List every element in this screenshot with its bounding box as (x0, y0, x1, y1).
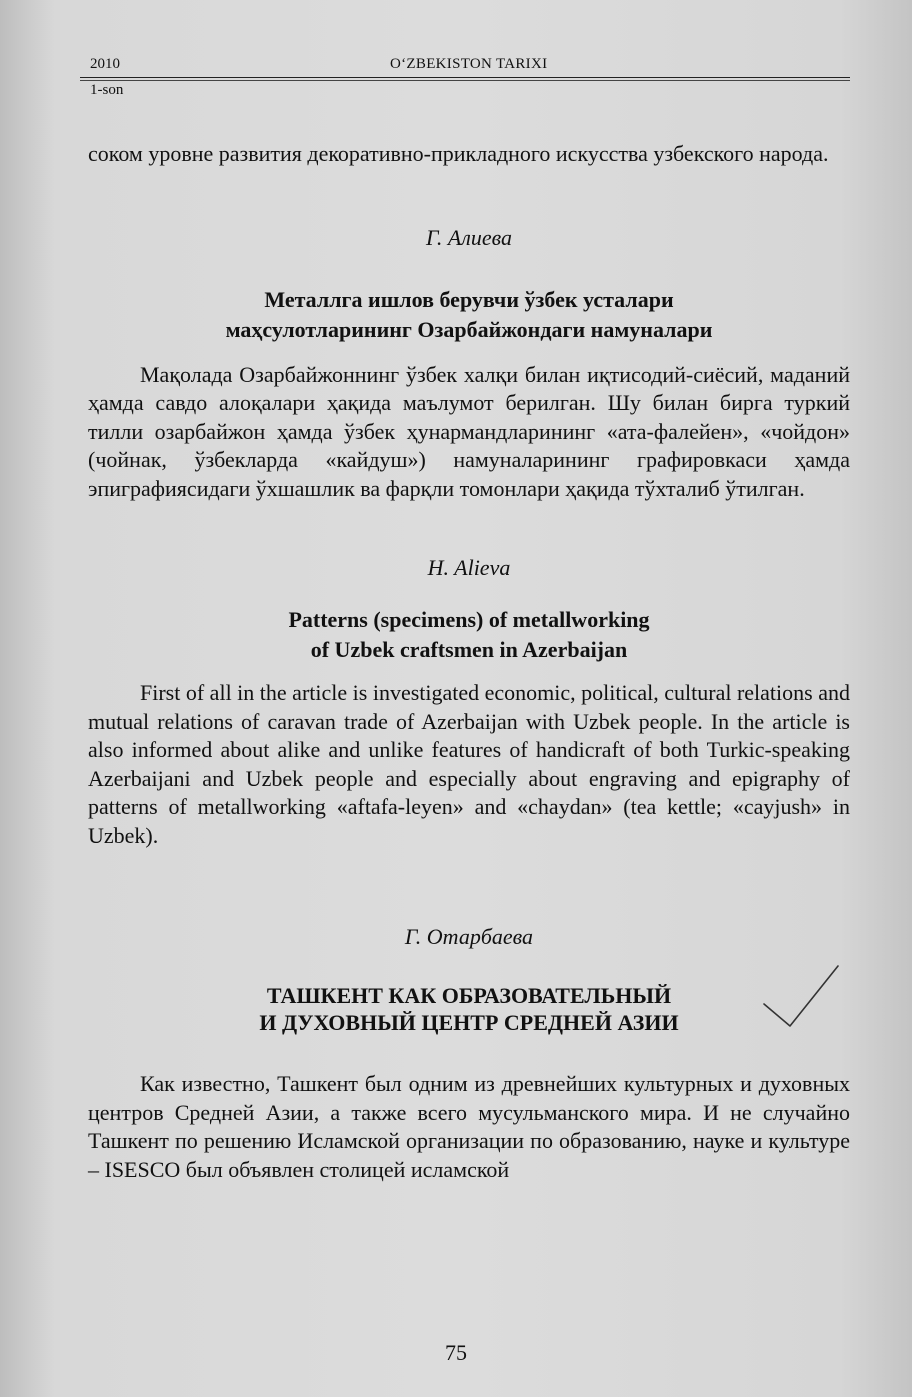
article-title-ru (88, 982, 850, 1036)
title-line: ТАШКЕНТ КАК ОБРАЗОВАТЕЛЬНЫЙ (266, 983, 672, 1008)
abstract-en: First of all in the article is investigated economic, political, cultural relations and mutual relations of caravan trade of Azerbaijan with Uzbek people. In the article is also informed about alike and unlike features of handicraft of both Turkic-speaking Azerbaijani and Uzbek people and especially about engraving and epigraphy of patterns of metallworking «aftafa-leyen» and «chaydan» (tea kettle; «cayjush» in Uzbek). (88, 680, 850, 848)
title-line: Металлга ишлов берувчи ўзбек усталари (264, 286, 674, 312)
header-rule (80, 77, 850, 78)
continued-paragraph: соком уровне развития декоративно-прикладного искусства узбекского народа. (88, 141, 829, 166)
header-year: 2010 (90, 56, 120, 72)
title-line: маҳсулотларининг Озарбайжондаги намуналари (225, 316, 713, 342)
title-line: И ДУХОВНЫЙ ЦЕНТР СРЕДНЕЙ АЗИИ (259, 1010, 679, 1035)
header-journal-title: O‘ZBEKISTON TARIXI (390, 56, 548, 72)
header-rule-thin (80, 80, 850, 81)
abstract-uz: Мақолада Озарбайжоннинг ўзбек халқи билан иқтисодий-сиёсий, маданий ҳамда савдо алоқалари ҳақида маълумот берилган. Шу билан бирга туркий тилли озарбайжон ҳамда ўзбек ҳунармандларининг «ата-фалейен», «чойдон» (чойнак, ўзбекларда «кайдуш») намуналарининг графировкаси ҳамда эпиграфиясидаги ўхшашлик ва фарқли томонлари ҳақида тўхталиб ўтилган. (88, 361, 850, 501)
author-aliева-ru: Г. Алиева (425, 224, 513, 250)
pen-checkmark-icon (760, 960, 840, 1030)
article-body-ru: Как известно, Ташкент был одним из древнейших культурных и духовных центров Средней Азии, а также всего мусульманского мира. И не случайно Ташкент по решению Исламской организации по образованию, науке и культуре – ISESCO был объявлен столицей исламской (88, 1071, 850, 1182)
author-alieva-en: H. Alieva (427, 555, 511, 580)
page-content (88, 140, 850, 1184)
header-issue: 1-son (90, 82, 124, 98)
article-title-en (88, 605, 850, 665)
article-title-uz (88, 285, 850, 345)
page-number: 75 (445, 1340, 467, 1365)
author-otarbaeva: Г. Отарбаева (404, 924, 534, 949)
title-line: of Uzbek craftsmen in Azerbaijan (310, 637, 628, 662)
title-line: Patterns (specimens) of metallworking (288, 607, 650, 632)
